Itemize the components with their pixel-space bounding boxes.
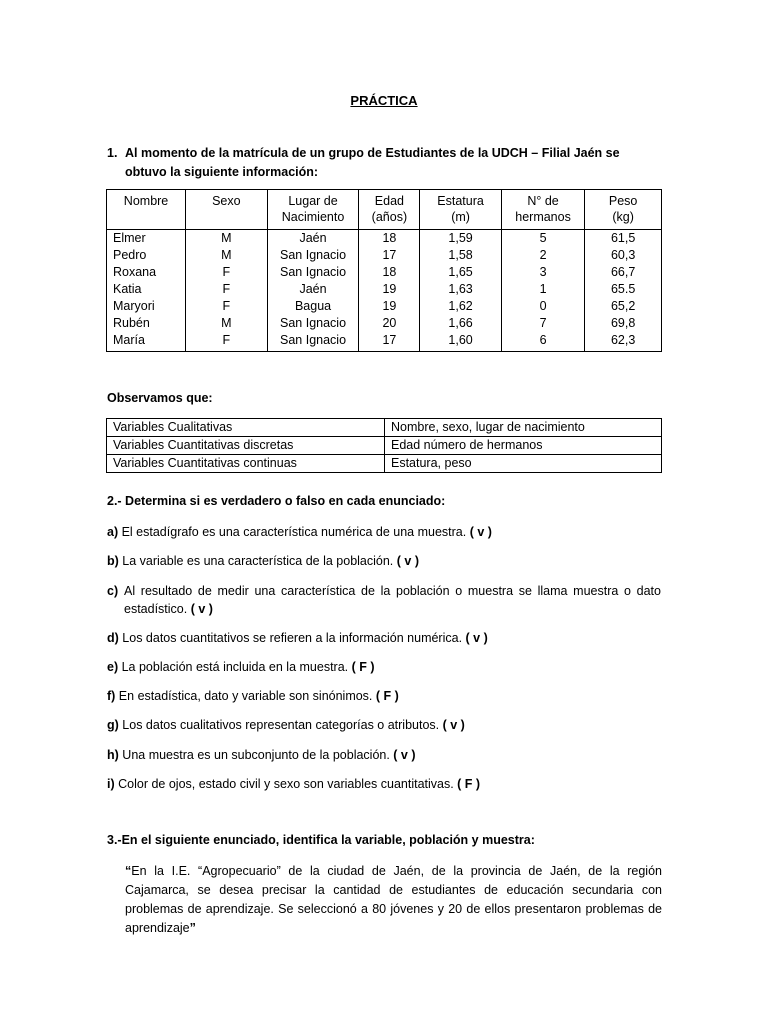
cell-hermanos: 5 (501, 230, 584, 248)
question-3-heading: 3.-En el siguiente enunciado, identifica la variable, población y muestra: (107, 833, 535, 847)
cell-hermanos: 1 (501, 281, 584, 298)
statement-text: Al resultado de medir una característica de la población o muestra se llama muestra o dato estadístico. (124, 584, 661, 616)
table-row (107, 230, 662, 248)
close-quote: ” (189, 921, 196, 935)
statement-text: En estadística, dato y variable son sinónimos. (115, 689, 376, 703)
statement-label: i) (107, 777, 115, 791)
cell-sexo: F (186, 332, 268, 352)
cell-edad: 17 (359, 332, 420, 352)
variable-examples-cell: Estatura, peso (385, 455, 662, 473)
cell-nombre: Rubén (107, 315, 186, 332)
question-1 (107, 144, 663, 182)
table-row (107, 455, 662, 473)
cell-estatura: 1,59 (420, 230, 502, 248)
variable-examples-cell: Edad número de hermanos (385, 437, 662, 455)
cell-hermanos: 0 (501, 298, 584, 315)
page-title: PRÁCTICA (350, 93, 418, 108)
cell-edad: 18 (359, 230, 420, 248)
statement-i (107, 775, 661, 793)
statement-label: f) (107, 689, 116, 703)
cell-edad: 17 (359, 247, 420, 264)
table-row (107, 419, 662, 437)
table-row (107, 332, 662, 352)
statement-g (107, 716, 661, 734)
statement-answer: ( F ) (457, 777, 481, 791)
statement-c (107, 582, 661, 618)
open-quote: “ (125, 864, 132, 878)
statement-text: La población está incluida en la muestra. (118, 660, 352, 674)
cell-lugar: Jaén (267, 281, 359, 298)
cell-lugar: San Ignacio (267, 247, 359, 264)
cell-hermanos: 2 (501, 247, 584, 264)
header-sexo: Sexo (186, 190, 268, 230)
cell-peso: 61,5 (585, 230, 662, 248)
header-edad: Edad (años) (359, 190, 420, 230)
statement-answer: ( v ) (469, 525, 492, 539)
statement-text: Color de ojos, estado civil y sexo son variables cuantitativas. (114, 777, 458, 791)
statement-f (107, 687, 661, 705)
statement-label: h) (107, 748, 119, 762)
students-table-header (107, 190, 662, 230)
cell-lugar: San Ignacio (267, 264, 359, 281)
statement-a (107, 523, 661, 541)
cell-edad: 20 (359, 315, 420, 332)
statement-h (107, 746, 661, 764)
table-row (107, 264, 662, 281)
statement-text: Una muestra es un subconjunto de la población. (118, 748, 394, 762)
cell-nombre: Pedro (107, 247, 186, 264)
cell-edad: 18 (359, 264, 420, 281)
header-estatura: Estatura (m) (420, 190, 502, 230)
cell-sexo: F (186, 298, 268, 315)
statement-text: Los datos cuantitativos se refieren a la información numérica. (118, 631, 466, 645)
statement-e (107, 658, 661, 676)
table-row (107, 247, 662, 264)
statement-d (107, 629, 661, 647)
table-row (107, 298, 662, 315)
cell-edad: 19 (359, 281, 420, 298)
statement-quote-text: En la I.E. “Agropecuario” de la ciudad de Jaén, de la provincia de Jaén, de la región Cajamarca, se desea precisar la cantidad de estudiantes de educación secundaria con problemas de aprendizaje. Se seleccionó a 80 jóvenes y 20 de ellos presentaron problemas de aprendizaje (125, 864, 662, 935)
cell-sexo: M (186, 315, 268, 332)
cell-sexo: M (186, 247, 268, 264)
cell-estatura: 1,58 (420, 247, 502, 264)
table-row (107, 281, 662, 298)
statement-answer: ( F ) (351, 660, 375, 674)
cell-lugar: San Ignacio (267, 332, 359, 352)
cell-peso: 66,7 (585, 264, 662, 281)
statement-text: Los datos cualitativos representan categorías o atributos. (118, 718, 443, 732)
question-1-number: 1. (107, 146, 118, 160)
question-3-statement (125, 862, 662, 938)
statement-answer: ( v ) (393, 748, 416, 762)
cell-edad: 19 (359, 298, 420, 315)
cell-hermanos: 7 (501, 315, 584, 332)
statement-label: e) (107, 660, 119, 674)
cell-estatura: 1,63 (420, 281, 502, 298)
cell-peso: 69,8 (585, 315, 662, 332)
cell-nombre: Maryori (107, 298, 186, 315)
variable-type-cell: Variables Cuantitativas continuas (107, 455, 385, 473)
cell-hermanos: 3 (501, 264, 584, 281)
table-row (107, 437, 662, 455)
question-1-text: Al momento de la matrícula de un grupo de Estudiantes de la UDCH – Filial Jaén se obtuvo la siguiente información: (125, 146, 620, 179)
cell-lugar: San Ignacio (267, 315, 359, 332)
statement-label: g) (107, 718, 119, 732)
cell-sexo: M (186, 230, 268, 248)
statement-b (107, 552, 661, 570)
cell-hermanos: 6 (501, 332, 584, 352)
cell-nombre: Katia (107, 281, 186, 298)
statement-text: La variable es una característica de la población. (118, 554, 397, 568)
statement-label: d) (107, 631, 119, 645)
cell-nombre: María (107, 332, 186, 352)
cell-nombre: Elmer (107, 230, 186, 248)
variable-examples-cell: Nombre, sexo, lugar de nacimiento (385, 419, 662, 437)
statement-answer: ( v ) (190, 602, 213, 616)
cell-sexo: F (186, 264, 268, 281)
cell-estatura: 1,65 (420, 264, 502, 281)
statement-label: a) (107, 525, 119, 539)
variables-table (106, 418, 662, 473)
statement-label: b) (107, 554, 119, 568)
variable-type-cell: Variables Cualitativas (107, 419, 385, 437)
statement-text: El estadígrafo es una característica numérica de una muestra. (118, 525, 470, 539)
statement-answer: ( v ) (465, 631, 488, 645)
statement-label: c) (107, 584, 119, 598)
cell-peso: 62,3 (585, 332, 662, 352)
statement-body (124, 582, 661, 618)
header-lugar: Lugar de Nacimiento (267, 190, 359, 230)
cell-nombre: Roxana (107, 264, 186, 281)
header-peso: Peso (kg) (585, 190, 662, 230)
observamos-heading: Observamos que: (107, 391, 213, 405)
cell-lugar: Bagua (267, 298, 359, 315)
cell-peso: 65,2 (585, 298, 662, 315)
statement-answer: ( F ) (375, 689, 399, 703)
statement-answer: ( v ) (396, 554, 419, 568)
cell-estatura: 1,66 (420, 315, 502, 332)
question-2-heading: 2.- Determina si es verdadero o falso en cada enunciado: (107, 494, 446, 508)
cell-estatura: 1,60 (420, 332, 502, 352)
cell-peso: 60,3 (585, 247, 662, 264)
cell-lugar: Jaén (267, 230, 359, 248)
cell-peso: 65.5 (585, 281, 662, 298)
header-hermanos: N° de hermanos (501, 190, 584, 230)
statement-answer: ( v ) (442, 718, 465, 732)
cell-estatura: 1,62 (420, 298, 502, 315)
variable-type-cell: Variables Cuantitativas discretas (107, 437, 385, 455)
table-row (107, 315, 662, 332)
students-table (106, 189, 662, 352)
cell-sexo: F (186, 281, 268, 298)
header-nombre: Nombre (107, 190, 186, 230)
